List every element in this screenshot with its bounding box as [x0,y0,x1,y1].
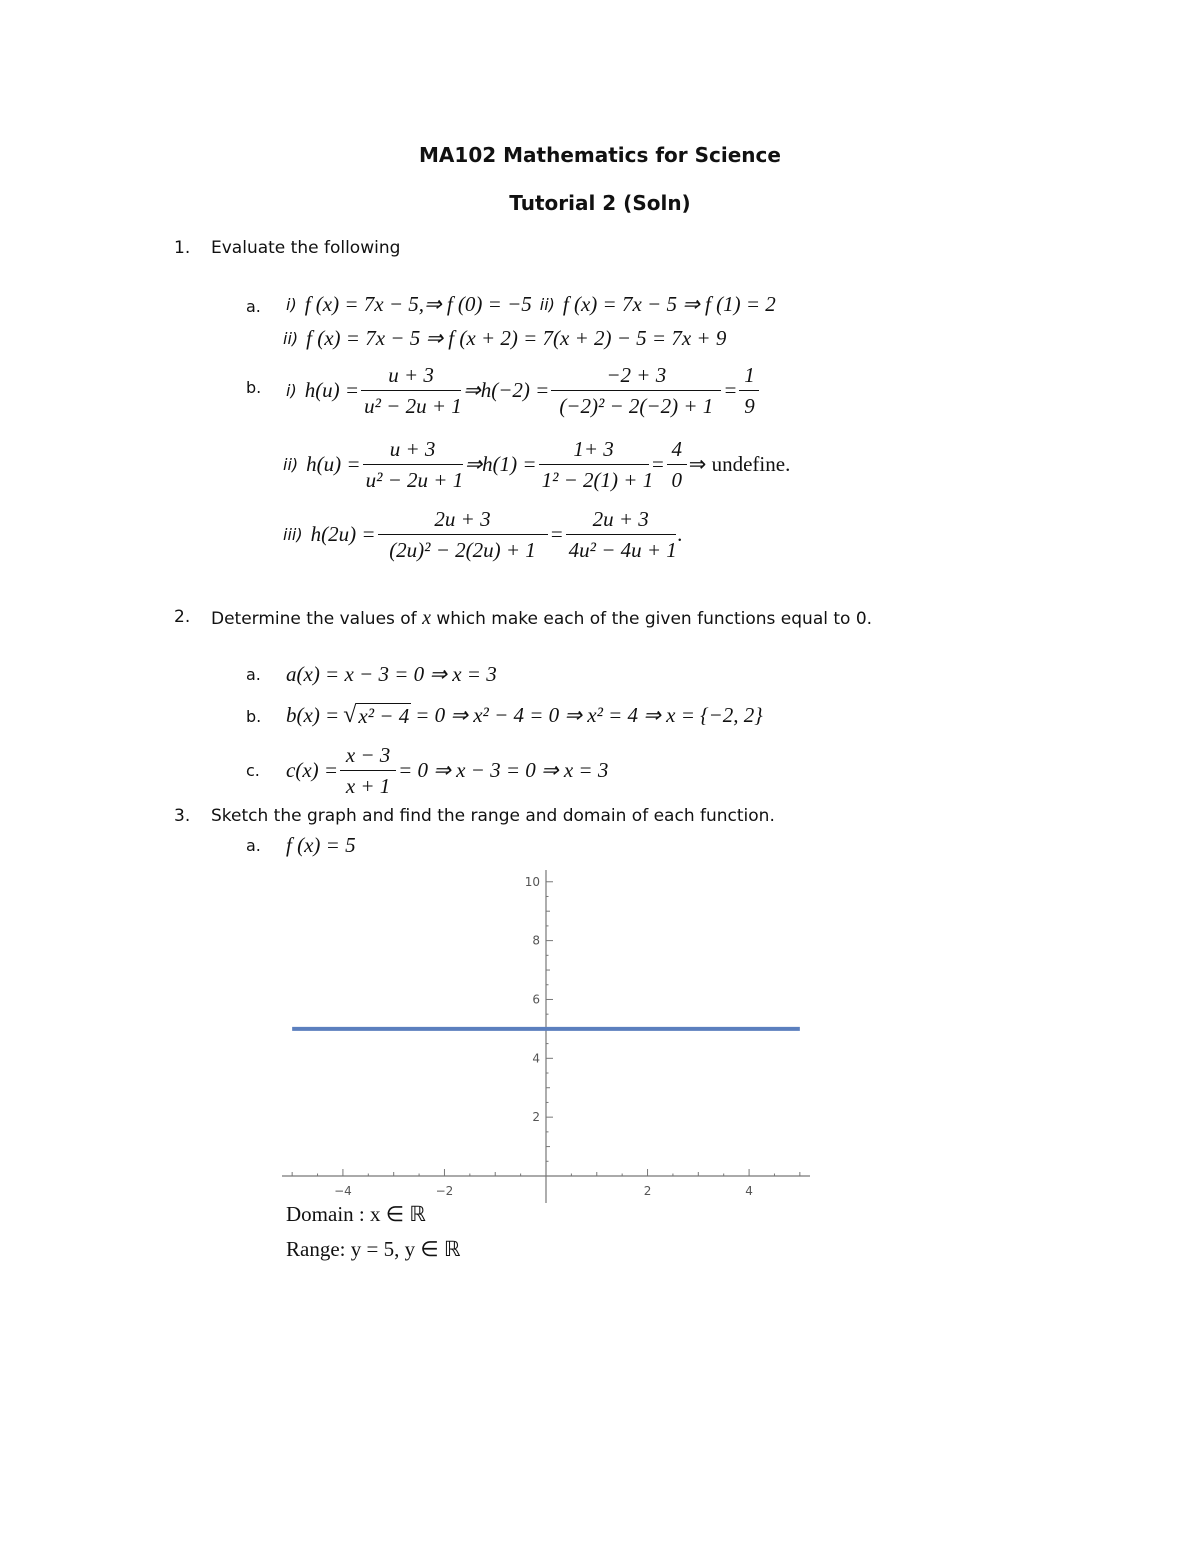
q1a-ii2-expr: f (x) = 7x − 5 ⇒ f (x + 2) = 7(x + 2) − 5 = 7x + 9 [306,326,727,350]
page-subtitle: Tutorial 2 (Soln) [509,191,691,215]
q1b-iii-lhs: h(2u) = [310,522,376,546]
x-tick-label: −4 [334,1184,352,1198]
q1b-ii-den3: 0 [671,468,682,492]
q1b-iii-num: 2u + 3 [378,504,548,535]
q1b-i-num3: 1 [739,360,759,391]
q3a-expr: f (x) = 5 [286,833,356,857]
x-tick-label: 2 [643,1184,652,1198]
q2-variable: x [422,607,431,629]
q1b-ii-tail: ⇒ undefine. [688,452,791,476]
y-tick-label: 4 [532,1051,540,1066]
q3a-range: Range: y = 5, y ∈ ℝ [286,1237,461,1261]
q1b-i-den: u² − 2u + 1 [364,394,462,418]
q2-text-before: Determine the values of [211,609,417,629]
y-tick-label: 2 [532,1110,540,1125]
q1b-ii-mid: ⇒h(1) = [464,452,537,476]
q1b-iii-eq: = [549,522,564,546]
y-tick-label: 10 [524,874,540,889]
q3a-label: a. [246,836,261,855]
q1a-ii-marker: ii) [539,295,555,314]
q1b-ii [283,434,790,495]
x-tick-label: 4 [745,1184,753,1198]
q1b-ii-fraction3 [667,434,687,495]
y-tick-label: 8 [532,933,540,948]
q1b-iii-tail: . [677,522,683,546]
q2b-radicand: x² − 4 [358,703,410,728]
q1a-label: a. [246,297,261,316]
q1b-iii-num2: 2u + 3 [566,504,676,535]
q3a-domain: Domain : x ∈ ℝ [286,1202,426,1226]
q2-text [211,607,872,630]
q2b-expr [286,702,763,729]
q1b-i-lhs: h(u) = [304,378,360,402]
q1a-ii-expr: f (x) = 7x − 5 ⇒ f (1) = 2 [562,292,776,316]
q1b-i-fraction3 [739,360,759,421]
q1b-i-eq: = [723,378,738,402]
q2b-pre: b(x) = [286,703,340,727]
q1a-ii2-marker: ii) [283,329,299,348]
q1b-ii-fraction2 [539,434,654,495]
q2-text-after: which make each of the given functions equal to 0. [436,609,873,629]
q2a-label: a. [246,665,261,684]
q1b-i [286,360,761,421]
q1b-ii-num: u + 3 [363,434,463,465]
q1b-ii-den2: 1² − 2(1) + 1 [541,468,654,492]
q1b-i-fraction [361,360,461,421]
q3-number: 3. [174,806,191,826]
q1b-ii-num3: 4 [667,434,687,465]
q2c-fraction [340,740,396,801]
function-graph [270,860,830,1205]
q2c-expr [286,740,608,801]
q1b-i-den3: 9 [744,394,755,418]
q1b-ii-fraction [363,434,463,495]
q2c-den: x + 1 [345,774,391,798]
q1b-ii-lhs: h(u) = [306,452,361,476]
q1b-iii-fraction [378,504,548,565]
q2c-post: = 0 ⇒ x − 3 = 0 ⇒ x = 3 [398,758,609,782]
q2c-pre: c(x) = [286,758,339,782]
q1b-iii-marker: iii) [283,525,303,544]
q1b-i-num2: −2 + 3 [551,360,721,391]
q1b-ii-num2: 1+ 3 [539,434,649,465]
q1a-i-expr: f (x) = 7x − 5,⇒ f (0) = −5 [304,292,532,316]
y-tick-label: 6 [532,992,540,1007]
q1b-i-den2: (−2)² − 2(−2) + 1 [559,394,714,418]
x-tick-label: −2 [435,1184,454,1198]
q1b-i-mid: ⇒h(−2) = [463,378,550,402]
q1-number: 1. [174,238,191,258]
q2b-post: = 0 ⇒ x² − 4 = 0 ⇒ x² = 4 ⇒ x = {−2, 2} [415,703,763,727]
q1b-ii-eq: = [650,452,665,476]
q2a-expr: a(x) = x − 3 = 0 ⇒ x = 3 [286,662,497,686]
q3-text: Sketch the graph and find the range and domain of each function. [211,806,775,826]
q1b-ii-marker: ii) [283,455,299,474]
q2b-label: b. [246,707,262,726]
q1b-i-fraction2 [551,360,721,421]
q1a-line1 [286,292,776,317]
q2c-num: x − 3 [340,740,396,771]
page-title: MA102 Mathematics for Science [419,143,781,167]
q1b-iii-den2: 4u² − 4u + 1 [568,538,677,562]
q1b-ii-den: u² − 2u + 1 [365,468,464,492]
q1a-i-marker: i) [286,295,297,314]
q1b-i-marker: i) [286,381,297,400]
q1b-iii [283,504,683,565]
q1a-line2 [283,326,726,351]
sqrt-icon: √ [343,702,357,728]
q1-text: Evaluate the following [211,238,401,258]
q1b-label: b. [246,378,262,397]
q2-number: 2. [174,607,191,627]
q1b-i-num: u + 3 [361,360,461,391]
q2c-label: c. [246,761,260,780]
q1b-iii-den: (2u)² − 2(2u) + 1 [389,538,536,562]
q1b-iii-fraction2 [566,504,676,565]
